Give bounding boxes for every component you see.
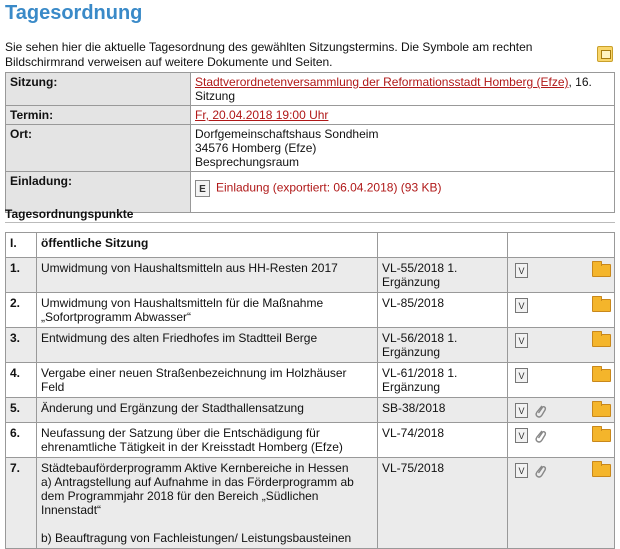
agenda-table: [5, 232, 615, 549]
vorlage-icon[interactable]: V: [515, 403, 528, 418]
termin-label: Termin:: [6, 106, 191, 125]
agenda-row: 1. Umwidmung von Haushaltsmitteln aus HH-Resten 2017 VL-55/2018 1. Ergänzung V: [6, 258, 615, 293]
sitzung-label: Sitzung:: [6, 73, 191, 106]
folder-icon[interactable]: [592, 334, 611, 347]
sitzung-suffix: , 16. Sitzung: [195, 75, 592, 103]
termin-link[interactable]: Fr, 20.04.2018 19:00 Uhr: [195, 108, 329, 122]
document-icon[interactable]: E: [195, 180, 210, 197]
vorlage-icon[interactable]: V: [515, 368, 528, 383]
ort-value: [191, 125, 615, 172]
agenda-header-nr: I.: [6, 233, 37, 258]
item7-line2: a) Antragstellung auf Aufnahme in das Förderprogramm ab dem Programmjahr 2018 für den Bereich „Südlichen Innenstadt“: [41, 475, 354, 517]
folder-icon[interactable]: [592, 369, 611, 382]
intro-text: Sie sehen hier die aktuelle Tagesordnung des gewählten Sitzungstermins. Die Symbole am rechten Bildschirmrand verweisen auf weitere Dokumente und Seiten.: [5, 40, 533, 69]
section-divider: [5, 222, 615, 223]
sitzung-link[interactable]: Stadtverordnetenversammlung der Reformationsstadt Homberg (Efze): [195, 75, 569, 89]
section-title: Tagesordnungspunkte: [5, 207, 134, 221]
paperclip-icon[interactable]: [533, 463, 547, 479]
einladung-link[interactable]: Einladung (exportiert: 06.04.2018) (93 KB): [216, 180, 442, 195]
agenda-header-row: [6, 233, 615, 258]
agenda-row: 4. Vergabe einer neuen Straßenbezeichnung im Holzhäuser Feld VL-61/2018 1. Ergänzung V: [6, 363, 615, 398]
help-icon[interactable]: [597, 46, 613, 62]
ort-label: Ort:: [6, 125, 191, 172]
agenda-row: 5. Änderung und Ergänzung der Stadthallensatzung SB-38/2018 V: [6, 398, 615, 423]
folder-icon[interactable]: [592, 464, 611, 477]
agenda-row: 3. Entwidmung des alten Friedhofes im Stadtteil Berge VL-56/2018 1. Ergänzung V: [6, 328, 615, 363]
einladung-label: Einladung:: [6, 172, 191, 213]
item7-line3: b) Beauftragung von Fachleistungen/ Leistungsbausteinen: [41, 531, 352, 545]
vorlage-icon[interactable]: V: [515, 428, 528, 443]
ort-line1: Dorfgemeinschaftshaus Sondheim: [195, 127, 379, 141]
item7-line1: Städtebauförderprogramm Aktive Kernbereiche in Hessen: [41, 461, 349, 475]
folder-icon[interactable]: [592, 264, 611, 277]
meeting-info-table: [5, 72, 615, 213]
agenda-header-title: öffentliche Sitzung: [37, 233, 378, 258]
agenda-row: 7. Städtebauförderprogramm Aktive Kernbereiche in Hessen a) Antragstellung auf Aufnahme in das Förderprogramm ab dem Programmjahr 2018 für den Bereich „Südlichen Innenstadt“ b) Beauftragung von Fachleistungen/ Leistungsbausteinen VL-75/2018 V: [6, 458, 615, 549]
einladung-value: [191, 172, 615, 213]
paperclip-icon[interactable]: [533, 428, 547, 444]
ort-line3: Besprechungsraum: [195, 155, 300, 169]
vorlage-icon[interactable]: V: [515, 333, 528, 348]
ort-line2: 34576 Homberg (Efze): [195, 141, 317, 155]
agenda-row: 6. Neufassung der Satzung über die Entschädigung für ehrenamtliche Tätigkeit in der Kreisstadt Homberg (Efze) VL-74/2018 V: [6, 423, 615, 458]
termin-value: [191, 106, 615, 125]
folder-icon[interactable]: [592, 429, 611, 442]
vorlage-icon[interactable]: V: [515, 463, 528, 478]
vorlage-icon[interactable]: V: [515, 263, 528, 278]
folder-icon[interactable]: [592, 299, 611, 312]
agenda-row: 2. Umwidmung von Haushaltsmitteln für die Maßnahme „Sofortprogramm Abwasser“ VL-85/2018 V: [6, 293, 615, 328]
sitzung-value: [191, 73, 615, 106]
paperclip-icon[interactable]: [533, 403, 547, 419]
page-title: Tagesordnung: [5, 2, 143, 24]
folder-icon[interactable]: [592, 404, 611, 417]
vorlage-icon[interactable]: V: [515, 298, 528, 313]
